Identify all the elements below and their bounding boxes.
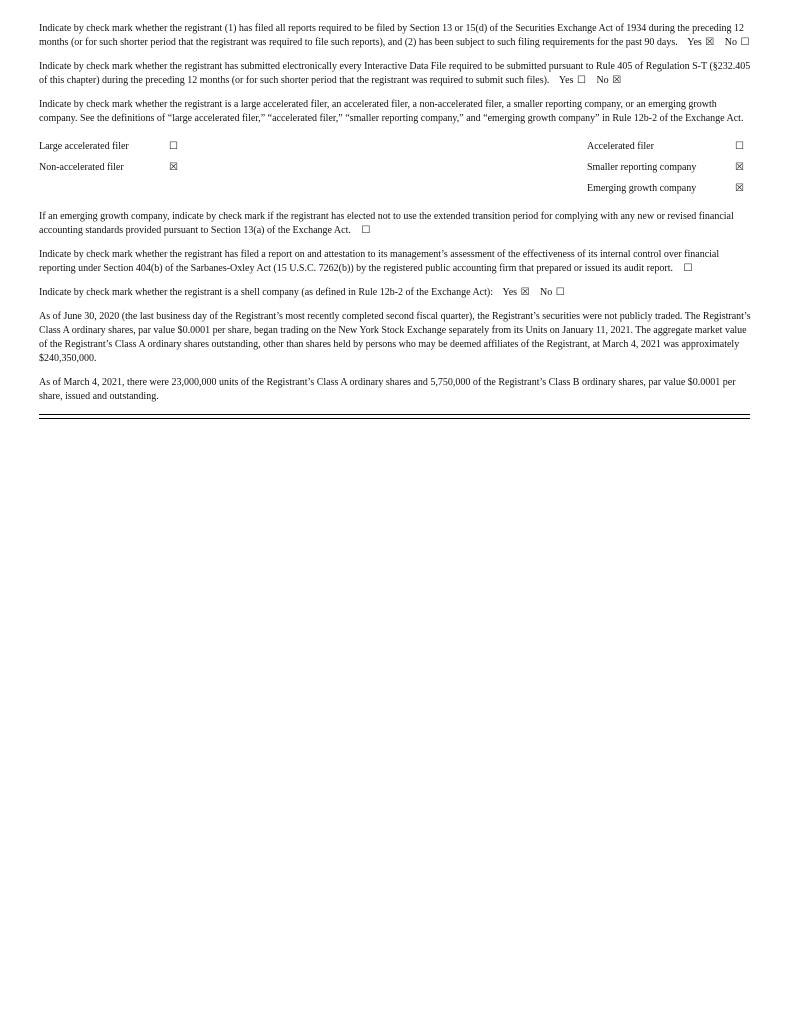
rule-line-bottom xyxy=(39,418,750,419)
shell-company-no-label: No xyxy=(540,287,553,298)
reports-filed-yes-checkbox[interactable]: ☒ xyxy=(705,37,715,48)
filer-status-grid xyxy=(39,140,751,204)
interactive-data-no-checkbox[interactable]: ☒ xyxy=(612,75,622,86)
emerging-growth-company-label: Emerging growth company xyxy=(587,183,697,194)
double-rule xyxy=(39,414,751,424)
smaller-reporting-company-label: Smaller reporting company xyxy=(587,162,697,173)
large-accelerated-filer-label: Large accelerated filer xyxy=(39,141,129,152)
reports-filed-paragraph xyxy=(39,22,751,50)
shell-company-text: Indicate by check mark whether the registrant is a shell company (as defined in Rule 12b-2 of the Exchange Act): xyxy=(39,287,494,298)
internal-control-paragraph xyxy=(39,248,751,276)
reports-filed-text: Indicate by check mark whether the registrant (1) has filed all reports required to be filed by Section 13 or 15(d) of the Securities Exchange Act of 1934 during the preceding 12 months (or for such shorter period that the registrant was required to file such reports), and (2) has been subject to such filing requirements for the past 90 days. xyxy=(39,23,745,48)
filer-status-text: Indicate by check mark whether the registrant is a large accelerated filer, an accelerated filer, a non-accelerated filer, a smaller reporting company, or an emerging growth company. See the definitions of “large accelerated filer,” “accelerated filer,” “smaller reporting company,” and “emerging growth company” in Rule 12b-2 of the Exchange Act. xyxy=(39,99,744,124)
smaller-reporting-company-checkbox[interactable]: ☒ xyxy=(735,162,744,173)
transition-period-checkbox[interactable]: ☐ xyxy=(361,225,371,236)
accelerated-filer-label: Accelerated filer xyxy=(587,141,654,152)
shares-outstanding-paragraph xyxy=(39,376,751,404)
shares-outstanding-text: As of March 4, 2021, there were 23,000,000 units of the Registrant’s Class A ordinary shares and 5,750,000 of the Registrant’s Class B ordinary shares, par value $0.0001 per share, issued and outstanding. xyxy=(39,377,736,402)
interactive-data-yes-checkbox[interactable]: ☐ xyxy=(576,75,586,86)
emerging-growth-company-checkbox[interactable]: ☒ xyxy=(735,183,744,194)
filer-status-paragraph xyxy=(39,98,751,126)
reports-filed-no-checkbox[interactable]: ☐ xyxy=(740,37,750,48)
interactive-data-text: Indicate by check mark whether the registrant has submitted electronically every Interactive Data File required to be submitted pursuant to Rule 405 of Regulation S-T (§232.405 of this chapter) during the preceding 12 months (or for such shorter period that the registrant was required to submit such files). xyxy=(39,61,751,86)
shell-company-yes-label: Yes xyxy=(502,287,518,298)
internal-control-text: Indicate by check mark whether the registrant has filed a report on and attestation to its management’s assessment of the effectiveness of its internal control over financial reporting under Section 404(b) of the Sarbanes-Oxley Act (15 U.S.C. 7262(b)) by the registered public accounting firm that prepared or issued its audit report. xyxy=(39,249,720,274)
shell-company-no-checkbox[interactable]: ☐ xyxy=(555,287,565,298)
reports-filed-yes-label: Yes xyxy=(687,37,702,48)
accelerated-filer-checkbox[interactable]: ☐ xyxy=(735,141,744,152)
transition-period-paragraph xyxy=(39,210,751,238)
filer-row-2 xyxy=(39,161,751,175)
shell-company-paragraph xyxy=(39,286,751,300)
large-accelerated-filer-checkbox[interactable]: ☐ xyxy=(169,141,178,152)
interactive-data-paragraph xyxy=(39,60,751,88)
non-accelerated-filer-label: Non-accelerated filer xyxy=(39,162,124,173)
rule-line-top xyxy=(39,414,750,415)
cover-page-continued xyxy=(39,22,751,424)
non-accelerated-filer-checkbox[interactable]: ☒ xyxy=(169,162,178,173)
internal-control-checkbox[interactable]: ☐ xyxy=(683,263,693,274)
interactive-data-no-label: No xyxy=(596,75,609,86)
filer-row-1 xyxy=(39,140,751,154)
interactive-data-yes-label: Yes xyxy=(558,75,574,86)
market-value-paragraph xyxy=(39,310,751,366)
market-value-text: As of June 30, 2020 (the last business day of the Registrant’s most recently completed second fiscal quarter), the Registrant’s securities were not publicly traded. The Registrant’s Class A ordinary shares, par value $0.0001 per share, began trading on the New York Stock Exchange separately from its Units on January 11, 2021. The aggregate market value of the Registrant’s Class A ordinary shares outstanding, other than shares held by persons who may be deemed affiliates of the Registrant, at March 4, 2021 was approximately $240,350,000. xyxy=(39,311,751,364)
reports-filed-no-label: No xyxy=(724,37,737,48)
shell-company-yes-checkbox[interactable]: ☒ xyxy=(520,287,530,298)
filer-row-3 xyxy=(39,182,751,196)
transition-period-text: If an emerging growth company, indicate by check mark if the registrant has elected not to use the extended transition period for complying with any new or revised financial accounting standards provided pursuant to Section 13(a) of the Exchange Act. xyxy=(39,211,734,236)
